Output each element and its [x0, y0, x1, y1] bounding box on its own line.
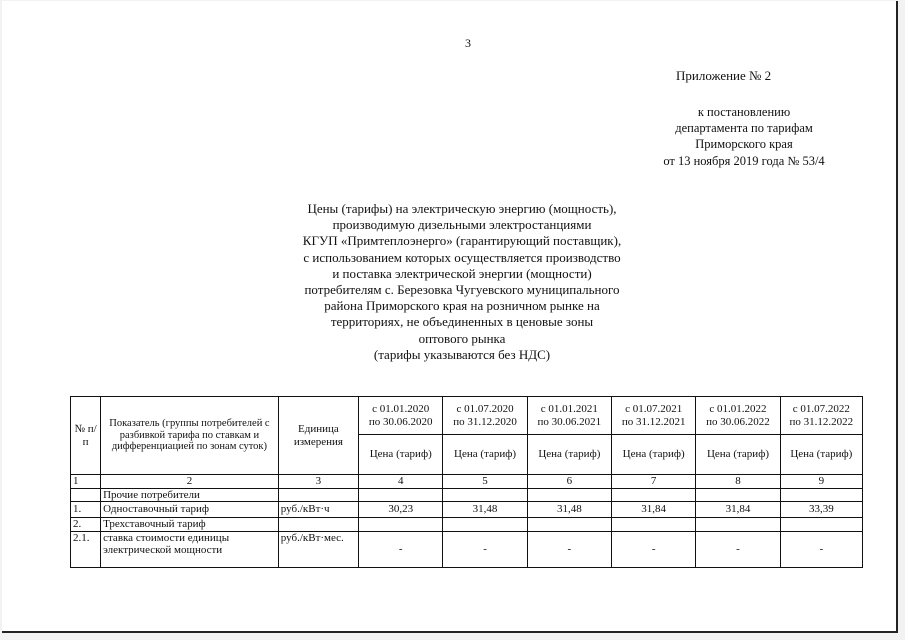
- row-value: [527, 518, 611, 532]
- decree-line: от 13 ноября 2019 года № 53/4: [663, 153, 825, 168]
- header-price: Цена (тариф): [780, 435, 862, 475]
- table-header-row: [71, 397, 863, 435]
- decree-line: к постановлению: [697, 105, 791, 119]
- header-period: с 01.01.2020 по 30.06.2020: [359, 397, 443, 435]
- row-name: Одноставочный тариф: [101, 502, 279, 518]
- header-indicator: Показатель (группы потребителей с разбивкой тарифа по ставкам и дифференциацией по зонам суток): [101, 397, 279, 475]
- row-value: 31,48: [527, 502, 611, 518]
- header-price: Цена (тариф): [527, 435, 611, 475]
- column-number: 2: [101, 475, 279, 489]
- header-price: Цена (тариф): [612, 435, 696, 475]
- title-line: Цены (тарифы) на электрическую энергию (мощность),: [307, 201, 617, 216]
- row-name: ставка стоимости единицы электрической мощности: [101, 531, 279, 567]
- header-price: Цена (тариф): [359, 435, 443, 475]
- row-value: 31,84: [612, 502, 696, 518]
- title-line: и поставка электрической энергии (мощности): [332, 265, 592, 281]
- header-num: № п/п: [71, 397, 101, 475]
- header-period: с 01.07.2020 по 31.12.2020: [443, 397, 527, 435]
- row-name: Прочие потребители: [101, 488, 279, 502]
- table-row: [71, 518, 863, 532]
- column-number: 3: [278, 475, 358, 489]
- title-line: территориях, не объединенных в ценовые зоны: [330, 314, 594, 330]
- row-value: [780, 488, 862, 502]
- row-num: 2.: [71, 518, 101, 532]
- title-line: производимую дизельными электростанциями: [332, 217, 592, 233]
- header-period: с 01.01.2021 по 30.06.2021: [527, 397, 611, 435]
- header-period: с 01.01.2022 по 30.06.2022: [696, 397, 780, 435]
- title-line: КГУП «Примтеплоэнерго» (гарантирующий поставщик),: [302, 233, 622, 249]
- row-value: 33,39: [780, 502, 862, 518]
- column-number-row: [71, 475, 863, 489]
- title-line: потребителям с. Березовка Чугуевского муниципального: [304, 282, 620, 298]
- row-unit: [278, 518, 358, 532]
- row-value: [612, 488, 696, 502]
- column-number: 1: [71, 475, 101, 489]
- row-value: -: [527, 531, 611, 567]
- document-title: [252, 201, 672, 363]
- row-value: -: [780, 531, 862, 567]
- header-period: с 01.07.2021 по 31.12.2021: [612, 397, 696, 435]
- row-value: [443, 518, 527, 532]
- decree-line: департамента по тарифам: [675, 121, 813, 136]
- table-row: [71, 502, 863, 518]
- row-num: [71, 488, 101, 502]
- row-value: [527, 488, 611, 502]
- header-price: Цена (тариф): [443, 435, 527, 475]
- row-value: [359, 518, 443, 532]
- row-value: 31,48: [443, 502, 527, 518]
- header-unit: Единица измерения: [278, 397, 358, 475]
- title-line: оптового рынка: [418, 330, 506, 346]
- title-line: района Приморского края на розничном рынке на: [324, 298, 600, 314]
- header-price: Цена (тариф): [696, 435, 780, 475]
- page-number: 3: [465, 36, 471, 50]
- row-num: 2.1.: [71, 531, 101, 567]
- row-name: Трехставочный тариф: [101, 518, 279, 532]
- column-number: 5: [443, 475, 527, 489]
- column-number: 7: [612, 475, 696, 489]
- row-value: [359, 488, 443, 502]
- column-number: 9: [780, 475, 862, 489]
- row-value: [780, 518, 862, 532]
- row-value: -: [612, 531, 696, 567]
- row-value: [696, 518, 780, 532]
- tariff-table: [70, 396, 863, 568]
- row-value: [443, 488, 527, 502]
- row-value: 30,23: [359, 502, 443, 518]
- row-value: [696, 488, 780, 502]
- document-page: [2, 1, 898, 633]
- table-row: [71, 531, 863, 567]
- title-line: (тарифы указываются без НДС): [373, 346, 551, 362]
- column-number: 8: [696, 475, 780, 489]
- table-row: [71, 488, 863, 502]
- annex-title: Приложение № 2: [676, 68, 772, 83]
- column-number: 4: [359, 475, 443, 489]
- decree-reference: [614, 104, 874, 169]
- row-unit: руб./кВт·мес.: [278, 531, 358, 567]
- row-value: [612, 518, 696, 532]
- title-line: с использованием которых осуществляется производство: [303, 249, 621, 265]
- row-value: -: [696, 531, 780, 567]
- row-unit: руб./кВт·ч: [278, 502, 358, 518]
- decree-line: Приморского края: [695, 137, 793, 152]
- row-value: -: [359, 531, 443, 567]
- row-unit: [278, 488, 358, 502]
- row-value: -: [443, 531, 527, 567]
- row-value: 31,84: [696, 502, 780, 518]
- column-number: 6: [527, 475, 611, 489]
- row-num: 1.: [71, 502, 101, 518]
- header-period: с 01.07.2022 по 31.12.2022: [780, 397, 862, 435]
